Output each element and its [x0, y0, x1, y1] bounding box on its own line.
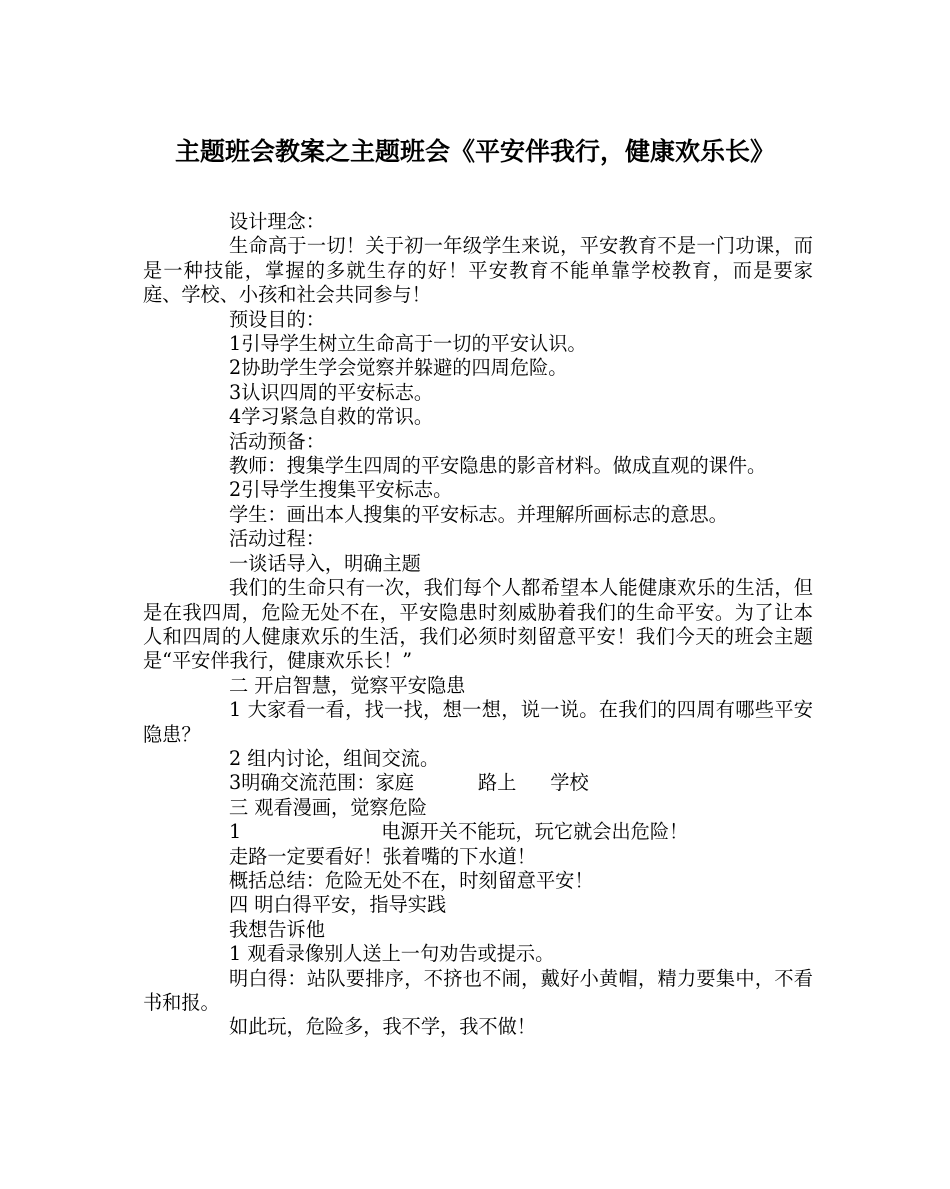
paragraph: 预设目的： — [229, 307, 325, 331]
paragraph: 学生：画出本人搜集的平安标志。并理解所画标志的意思。 — [229, 502, 728, 526]
paragraph: 如此玩，危险多，我不学，我不做！ — [229, 1015, 536, 1039]
paragraph — [143, 771, 813, 795]
paragraph: 活动预备： — [229, 429, 325, 453]
document-title: 主题班会教案之主题班会《平安伴我行，健康欢乐长》 — [174, 137, 775, 166]
paragraph: 概括总结：危险无处不在，时刻留意平安！ — [229, 868, 594, 892]
paragraph: 一谈话导入，明确主题 — [229, 551, 421, 575]
paragraph: 走路一定要看好！张着嘴的下水道！ — [229, 844, 536, 868]
paragraph: 3认识四周的平安标志。 — [229, 380, 434, 404]
document-body — [143, 210, 813, 1040]
exchange-scope-home: 3明确交流范围：家庭 — [229, 771, 414, 795]
paragraph: 1 大家看一看，找一找，想一想，说一说。在我们的四周有哪些平安隐患？ — [143, 698, 813, 746]
paragraph: 2引导学生搜集平安标志。 — [229, 478, 453, 502]
exchange-scope-road: 路上 — [477, 771, 517, 795]
paragraph: 明白得：站队要排序，不挤也不闹，戴好小黄帽，精力要集中，不看书和报。 — [143, 966, 813, 1014]
paragraph: 设计理念： — [229, 210, 325, 233]
paragraph: 三 观看漫画，觉察危险 — [229, 795, 427, 819]
cartoon-item-number: 1 — [229, 820, 242, 844]
paragraph: 四 明白得平安，指导实践 — [229, 893, 447, 917]
exchange-scope-school: 学校 — [550, 771, 589, 795]
paragraph: 1 观看录像别人送上一句劝告或提示。 — [229, 942, 555, 966]
paragraph — [143, 820, 813, 844]
paragraph: 生命高于一切！关于初一年级学生来说，平安教育不是一门功课，而是一种技能，掌握的多就生存的好！平安教育不能单靠学校教育，而是要家庭、学校、小孩和社会共同参与！ — [143, 234, 813, 307]
paragraph: 我想告诉他 — [229, 917, 325, 941]
paragraph: 1引导学生树立生命高于一切的平安认识。 — [229, 332, 587, 356]
cartoon-item-caption: 电源开关不能玩，玩它就会出危险！ — [381, 820, 689, 844]
paragraph: 2 组内讨论，组间交流。 — [229, 746, 440, 770]
paragraph: 二 开启智慧，觉察平安隐患 — [229, 673, 466, 697]
paragraph: 4学习紧急自救的常识。 — [229, 405, 434, 429]
paragraph: 教师：搜集学生四周的平安隐患的影音材料。做成直观的课件。 — [229, 454, 767, 478]
paragraph: 我们的生命只有一次，我们每个人都希望本人能健康欢乐的生活，但是在我四周，危险无处不在，平安隐患时刻威胁着我们的生命平安。为了让本人和四周的人健康欢乐的生活，我们必须时刻留意平安！我们今天的班会主题是“平安伴我行，健康欢乐长！” — [143, 576, 813, 673]
paragraph: 活动过程： — [229, 527, 325, 551]
paragraph: 2协助学生学会觉察并躲避的四周危险。 — [229, 356, 568, 380]
